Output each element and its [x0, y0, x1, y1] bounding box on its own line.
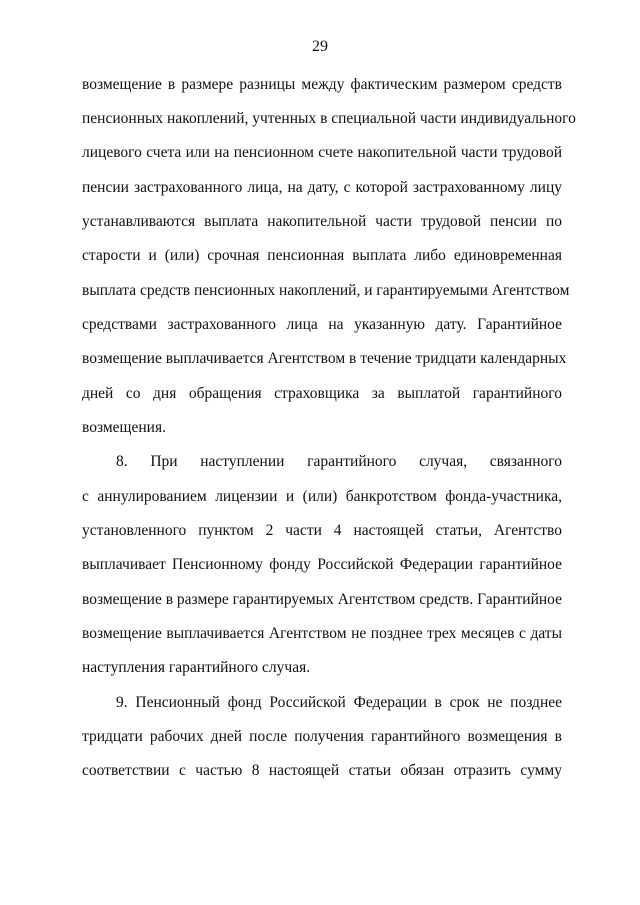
text-line: возмещение выплачивается Агентством в течение тридцати календарных	[82, 350, 567, 367]
text-line: возмещение в размере разницы между фактическим размером средств	[82, 76, 562, 93]
text-line: лицевого счета или на пенсионном счете накопительной части трудовой	[82, 144, 562, 161]
text-line: возмещение выплачивается Агентством не позднее трех месяцев с даты	[82, 625, 562, 642]
text-line: возмещения.	[82, 419, 166, 436]
text-line: средствами застрахованного лица на указанную дату. Гарантийное	[82, 316, 562, 333]
text-line: старости и (или) срочная пенсионная выплата либо единовременная	[82, 247, 562, 264]
text-line: выплачивает Пенсионному фонду Российской Федерации гарантийное	[82, 556, 562, 573]
text-line: установленного пунктом 2 части 4 настоящей статьи, Агентство	[82, 522, 562, 539]
text-line: дней со дня обращения страховщика за выплатой гарантийного	[82, 385, 562, 402]
text-line: возмещение в размере гарантируемых Агентством средств. Гарантийное	[82, 591, 562, 608]
paragraph-9-first-line: 9. Пенсионный фонд Российской Федерации в срок не позднее	[116, 694, 562, 711]
text-line: устанавливаются выплата накопительной части трудовой пенсии по	[82, 213, 562, 230]
text-line: выплата средств пенсионных накоплений, и гарантируемыми Агентством	[82, 282, 570, 299]
text-line: пенсионных накоплений, учтенных в специальной части индивидуального	[82, 110, 576, 127]
text-line: тридцати рабочих дней после получения гарантийного возмещения в	[82, 728, 562, 745]
page-number: 29	[312, 38, 328, 55]
text-line: соответствии с частью 8 настоящей статьи обязан отразить сумму	[82, 762, 562, 779]
text-line: с аннулированием лицензии и (или) банкротством фонда-участника,	[82, 488, 562, 505]
text-line: наступления гарантийного случая.	[82, 659, 311, 676]
paragraph-8-first-line: 8. При наступлении гарантийного случая, связанного	[116, 453, 562, 470]
text-line: пенсии застрахованного лица, на дату, с которой застрахованному лицу	[82, 179, 562, 196]
